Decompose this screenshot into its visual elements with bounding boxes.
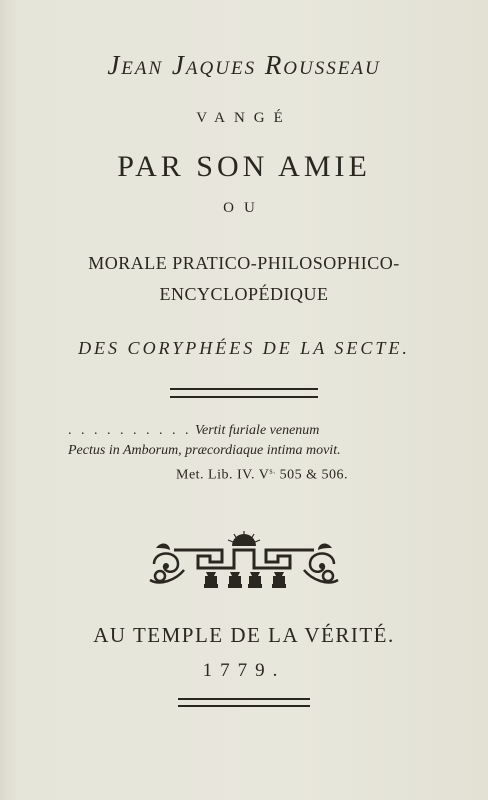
imprint-place: AU TEMPLE DE LA VÉRITÉ. (93, 623, 395, 647)
subtitle-coryphees: DES CORYPHÉES DE LA SECTE. (78, 338, 410, 358)
epigraph-citation (176, 467, 348, 483)
citation-tail: 505 & 506. (275, 467, 349, 483)
subtitle-ou: OU (223, 200, 265, 216)
subtitle-par-son-amie: PAR SON AMIE (117, 150, 371, 183)
printers-ornament-icon (146, 528, 342, 596)
subtitle-encyclopedique: ENCYCLOPÉDIQUE (159, 284, 329, 304)
subtitle-morale: MORALE PRATICO-PHILOSOPHICO- (88, 253, 400, 273)
author-title: Jean Jaques Rousseau (107, 50, 381, 80)
epigraph-line-1 (68, 423, 319, 439)
epigraph-text-1: Vertit furiale venenum (195, 423, 320, 438)
epigraph-line-2: Pectus in Amborum, præcordiaque intima movit. (68, 443, 341, 458)
double-rule-divider (170, 388, 318, 398)
imprint-year: 1779. (202, 660, 286, 681)
epigraph-ellipsis: . . . . . . . . . . (68, 423, 192, 438)
citation-sup: s. (269, 467, 276, 476)
citation-main: Met. Lib. IV. V (176, 467, 270, 483)
subtitle-vange: VANGÉ (196, 110, 292, 126)
bottom-double-rule (178, 698, 310, 707)
